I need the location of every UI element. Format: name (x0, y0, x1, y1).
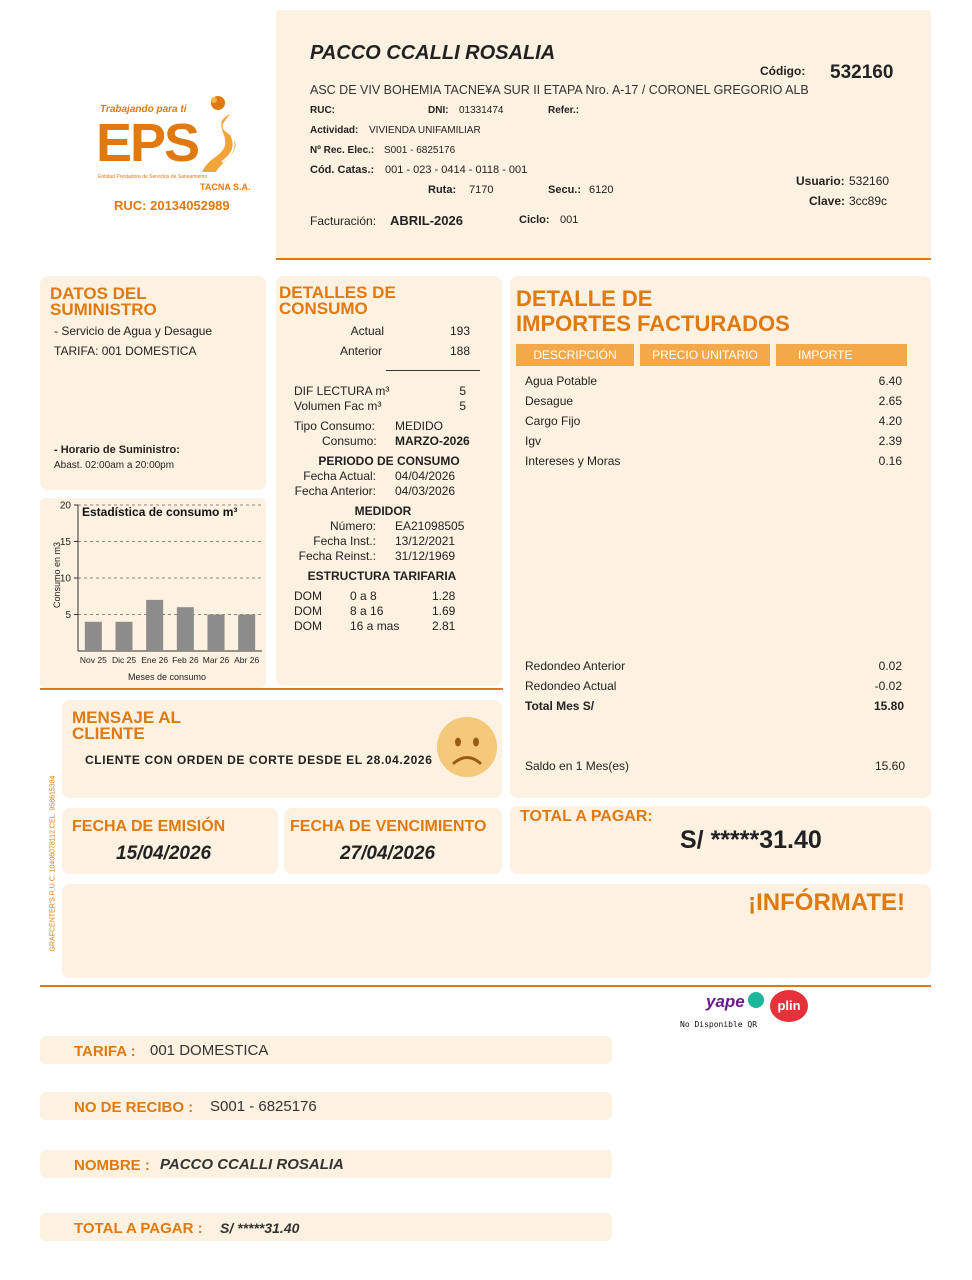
saldo-value: 15.60 (874, 759, 905, 773)
stub-total-label: TOTAL A PAGAR : (74, 1220, 203, 1237)
importe-desc: Igv (525, 434, 542, 448)
chart-bar (177, 607, 194, 651)
tipo-value: MEDIDO (395, 419, 443, 433)
stub-tarifa-label: TARIFA : (74, 1043, 136, 1060)
yape-badge-icon (748, 992, 764, 1008)
chart-bar (238, 615, 255, 652)
redondeo-actual-value: -0.02 (874, 679, 902, 693)
logo-tagline: Trabajando para ti (100, 104, 187, 115)
total-panel (510, 806, 931, 874)
chart-bar (116, 622, 133, 651)
chart-y-tick-label: 20 (59, 500, 71, 512)
logo-mark: EPS (96, 113, 199, 173)
col-importe-header: IMPORTE (776, 344, 907, 366)
estructura-cat: DOM (294, 604, 322, 618)
suministro-title-2: SUMINISTRO (50, 300, 157, 319)
fecha-reinst-value: 31/12/1969 (395, 549, 456, 563)
fecha-actual-value: 04/04/2026 (395, 469, 456, 483)
refer-label: Refer.: (548, 105, 580, 116)
usuario-value: 532160 (849, 174, 890, 188)
consumo-value: MARZO-2026 (395, 434, 470, 448)
informate-title: ¡INFÓRMATE! (748, 889, 905, 916)
mensaje-text: CLIENTE CON ORDEN DE CORTE DESDE EL 28.04.2026 (85, 753, 433, 767)
customer-name: PACCO CCALLI ROSALIA (310, 42, 556, 64)
company-logo (92, 94, 262, 219)
col-descripcion-header: DESCRIPCIÓN (516, 344, 634, 366)
secu-value: 6120 (589, 184, 614, 196)
mid-divider (40, 688, 503, 690)
total-mes-value: 15.80 (873, 699, 904, 713)
fecha-vencimiento-panel (284, 808, 502, 874)
estructura-cat: DOM (294, 619, 322, 633)
numero-value: EA21098505 (395, 519, 465, 533)
estructura-precio: 2.81 (432, 619, 456, 633)
stub-nombre-row (40, 1150, 612, 1178)
consumo-panel (276, 276, 502, 686)
consumo-title-1: DETALLES DE (279, 283, 396, 302)
consumo-title-2: CONSUMO (279, 299, 368, 318)
anterior-value: 188 (449, 344, 470, 358)
stub-total-value: S/ *****31.40 (220, 1220, 300, 1236)
logo-swoosh-icon (196, 112, 252, 174)
dif-value: 5 (459, 384, 466, 398)
fecha-emision-value: 15/04/2026 (116, 843, 212, 864)
suministro-title-1: DATOS DEL (50, 284, 147, 303)
yape-logo (706, 992, 766, 1014)
stub-recibo-value: S001 - 6825176 (210, 1098, 317, 1115)
importes-title-1: DETALLE DE (516, 286, 653, 311)
mensaje-title-1: MENSAJE AL (72, 708, 181, 727)
printer-side-text: GRAFCENTER'S R.U.C. 10406078112 CEL. 958615384 (49, 775, 57, 952)
catas-label: Cód. Catas.: (310, 164, 375, 176)
importe-value: 4.20 (878, 414, 902, 428)
chart-x-tick-label: Ene 26 (141, 655, 169, 665)
reading-rule (386, 370, 480, 371)
fecha-inst-label: Fecha Inst.: (313, 534, 376, 548)
actividad-value: VIVIENDA UNIFAMILIAR (369, 125, 481, 136)
facturacion-label: Facturación: (310, 214, 377, 228)
logo-city: TACNA S.A. (200, 182, 251, 192)
estructura-cat: DOM (294, 589, 322, 603)
chart-title: Estadística de consumo m³ (82, 505, 238, 519)
rec-elec-value: S001 - 6825176 (384, 145, 456, 156)
importe-value: 2.39 (878, 434, 902, 448)
ruta-label: Ruta: (428, 184, 457, 196)
importe-desc: Cargo Fijo (525, 414, 581, 428)
fecha-emision-label: FECHA DE EMISIÓN (72, 818, 226, 835)
importe-desc: Desague (525, 394, 574, 408)
tipo-label: Tipo Consumo: (294, 419, 375, 433)
consumption-chart-panel (40, 498, 266, 688)
anterior-label: Anterior (339, 344, 382, 358)
rec-elec-label: Nº Rec. Elec.: (310, 145, 375, 156)
customer-address: ASC DE VIV BOHEMIA TACNE¥A SUR II ETAPA Nro. A-17 / CORONEL GREGORIO ALB (310, 83, 809, 97)
vol-value: 5 (459, 399, 466, 413)
actividad-label: Actividad: (310, 125, 359, 136)
fecha-actual-label: Fecha Actual: (303, 469, 376, 483)
estructura-title: ESTRUCTURA TARIFARIA (307, 569, 457, 583)
header-divider (276, 258, 931, 260)
consumo-label: Consumo: (322, 434, 377, 448)
chart-bar (208, 615, 225, 652)
stub-tarifa-row (40, 1036, 612, 1064)
catas-value: 001 - 023 - 0414 - 0118 - 001 (385, 164, 528, 176)
importe-value: 2.65 (878, 394, 902, 408)
estructura-rango: 0 a 8 (350, 589, 377, 603)
plin-logo (770, 990, 808, 1022)
col-precio-header: PRECIO UNITARIO (640, 344, 770, 366)
importe-desc: Intereses y Moras (525, 454, 621, 468)
usuario-label: Usuario: (796, 174, 845, 188)
fecha-anterior-value: 04/03/2026 (395, 484, 456, 498)
ruc-label: RUC: (310, 105, 335, 116)
fecha-anterior-label: Fecha Anterior: (294, 484, 376, 498)
stub-recibo-row (40, 1092, 612, 1120)
informate-panel (62, 884, 931, 978)
saldo-label: Saldo en 1 Mes(es) (525, 759, 630, 773)
fecha-vencimiento-label: FECHA DE VENCIMIENTO (290, 818, 487, 835)
secu-label: Secu.: (548, 184, 582, 196)
fecha-vencimiento-value: 27/04/2026 (340, 843, 436, 864)
customer-header-panel (276, 10, 931, 258)
clave-label: Clave: (809, 194, 846, 208)
chart-x-tick-label: Feb 26 (172, 655, 199, 665)
ciclo-value: 001 (560, 214, 579, 226)
dif-label: DIF LECTURA m³ (294, 384, 390, 398)
stub-recibo-label: NO DE RECIBO : (74, 1099, 194, 1116)
clave-value: 3cc89c (849, 194, 888, 208)
chart-x-tick-label: Abr 26 (234, 655, 260, 665)
fecha-emision-panel (62, 808, 278, 874)
actual-label: Actual (350, 324, 384, 338)
actual-value: 193 (449, 324, 470, 338)
total-mes-label: Total Mes S/ (525, 699, 595, 713)
chart-bar (85, 622, 102, 651)
suministro-panel (40, 276, 266, 490)
mensaje-panel (62, 700, 502, 798)
mensaje-title-2: CLIENTE (72, 724, 145, 743)
importes-title-2: IMPORTES FACTURADOS (516, 311, 790, 336)
chart-y-tick-label: 5 (65, 610, 71, 621)
redondeo-anterior-value: 0.02 (878, 659, 902, 673)
chart-x-tick-label: Mar 26 (202, 655, 230, 665)
chart-x-tick-label: Nov 25 (79, 655, 107, 665)
chart-x-label: Meses de consumo (128, 672, 207, 682)
importe-desc: Agua Potable (525, 374, 598, 388)
redondeo-anterior-label: Redondeo Anterior (525, 659, 626, 673)
horario-label: - Horario de Suministro: (54, 444, 180, 456)
logo-entity: Entidad Prestadora de Servicios de Saneamiento (98, 174, 208, 180)
codigo-value: 532160 (830, 62, 894, 83)
ciclo-label: Ciclo: (519, 214, 550, 226)
importe-value: 0.16 (878, 454, 902, 468)
chart-y-label: Consumo en m3 (52, 541, 62, 609)
stub-nombre-label: NOMBRE : (74, 1157, 150, 1174)
fecha-reinst-label: Fecha Reinst.: (298, 549, 376, 563)
importe-value: 6.40 (878, 374, 902, 388)
chart-y-tick-label: 10 (59, 573, 71, 585)
consumption-chart (40, 498, 266, 688)
ruta-value: 7170 (469, 184, 494, 196)
tarifa-text: TARIFA: 001 DOMESTICA (54, 344, 197, 358)
periodo-title: PERIODO DE CONSUMO (318, 454, 460, 468)
dni-value: 01331474 (459, 105, 504, 116)
redondeo-actual-label: Redondeo Actual (525, 679, 617, 693)
numero-label: Número: (329, 519, 376, 533)
dni-label: DNI: (428, 105, 449, 116)
stub-tarifa-value: 001 DOMESTICA (150, 1042, 269, 1059)
servicio-text: - Servicio de Agua y Desague (54, 324, 213, 338)
yape-text: yape (706, 992, 745, 1011)
chart-y-tick-label: 15 (59, 537, 71, 548)
qr-note: No Disponible QR (680, 1020, 758, 1029)
bottom-divider (40, 985, 931, 987)
estructura-precio: 1.69 (432, 604, 456, 618)
total-value: S/ *****31.40 (680, 826, 822, 854)
chart-x-tick-label: Dic 25 (111, 655, 137, 665)
plin-text: plin (777, 998, 801, 1013)
estructura-rango: 16 a mas (350, 619, 400, 633)
stub-nombre-value: PACCO CCALLI ROSALIA (160, 1156, 344, 1173)
vol-label: Volumen Fac m³ (294, 399, 382, 413)
sad-face-icon (436, 716, 498, 778)
chart-bar (146, 600, 163, 651)
medidor-title: MEDIDOR (354, 504, 412, 518)
horario-value: Abast. 02:00am a 20:00pm (54, 460, 175, 471)
codigo-label: Código: (760, 64, 806, 78)
stub-total-row (40, 1213, 612, 1241)
facturacion-value: ABRIL-2026 (390, 213, 463, 228)
estructura-precio: 1.28 (432, 589, 456, 603)
fecha-inst-value: 13/12/2021 (395, 534, 456, 548)
logo-ruc: RUC: 20134052989 (114, 198, 230, 213)
estructura-rango: 8 a 16 (350, 604, 384, 618)
total-label: TOTAL A PAGAR: (520, 808, 653, 825)
